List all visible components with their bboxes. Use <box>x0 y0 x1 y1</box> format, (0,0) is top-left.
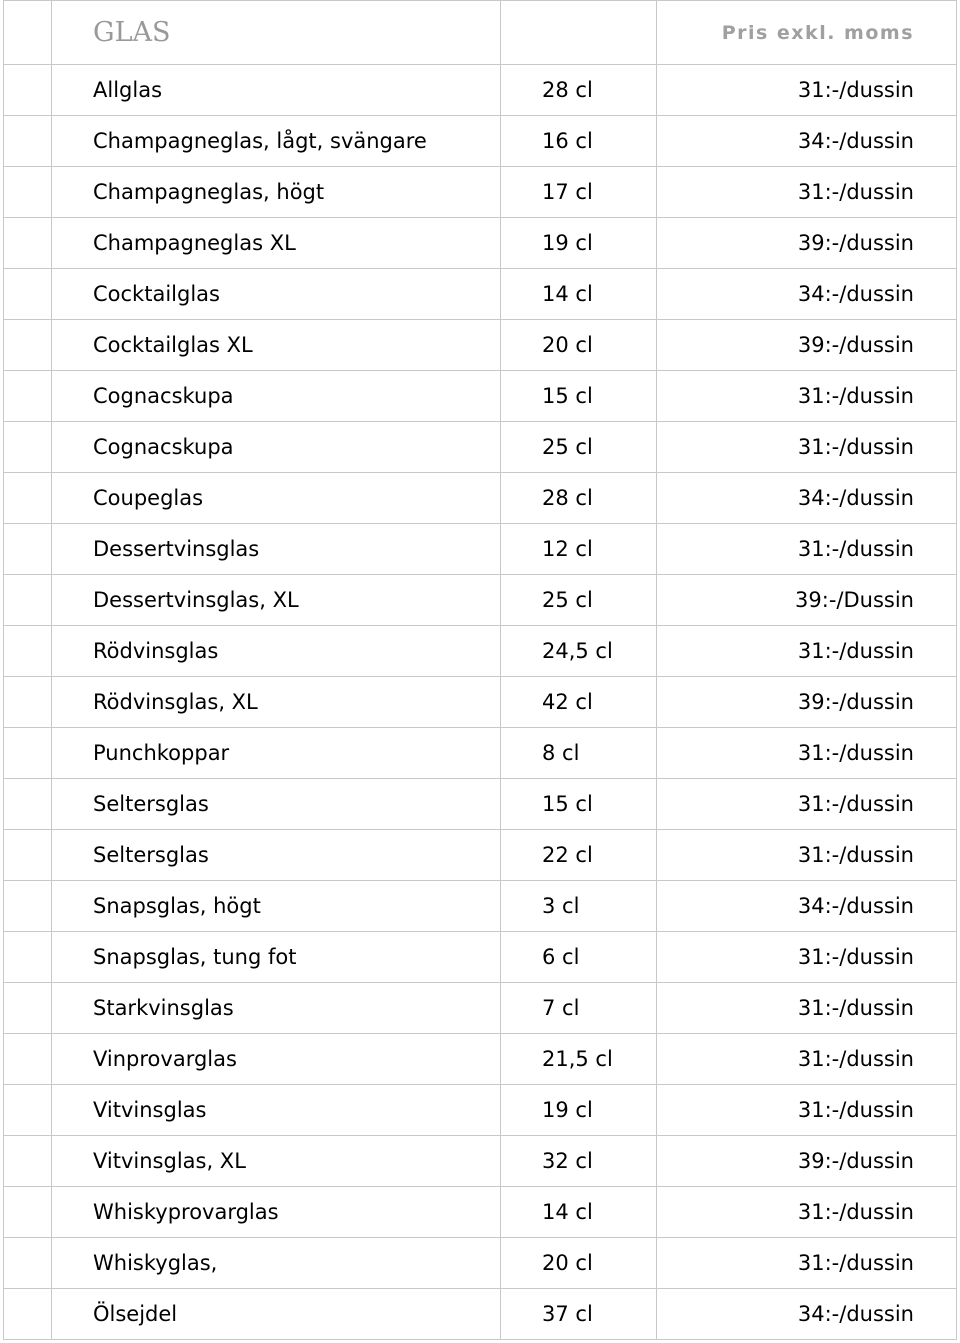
product-name: Champagneglas, högt <box>52 167 501 218</box>
product-size: 12 cl <box>501 524 657 575</box>
product-name: Dessertvinsglas, XL <box>52 575 501 626</box>
table-row <box>4 1238 957 1289</box>
table-row <box>4 1187 957 1238</box>
product-price: 31:-/dussin <box>657 932 957 983</box>
product-name: Ölsejdel <box>52 1289 501 1340</box>
table-row <box>4 1289 957 1340</box>
margin-cell <box>4 1136 52 1187</box>
product-price: 34:-/dussin <box>657 269 957 320</box>
margin-cell <box>4 116 52 167</box>
margin-cell <box>4 626 52 677</box>
margin-cell <box>4 371 52 422</box>
table-row <box>4 422 957 473</box>
product-size: 3 cl <box>501 881 657 932</box>
product-size: 15 cl <box>501 371 657 422</box>
table-row <box>4 677 957 728</box>
product-size: 32 cl <box>501 1136 657 1187</box>
product-price: 34:-/dussin <box>657 1289 957 1340</box>
product-size: 6 cl <box>501 932 657 983</box>
table-row <box>4 65 957 116</box>
product-price: 31:-/dussin <box>657 1238 957 1289</box>
table-header-row <box>4 1 957 65</box>
product-name: Dessertvinsglas <box>52 524 501 575</box>
table-row <box>4 626 957 677</box>
table-row <box>4 1085 957 1136</box>
product-name: Champagneglas XL <box>52 218 501 269</box>
product-price: 31:-/dussin <box>657 779 957 830</box>
product-name: Snapsglas, högt <box>52 881 501 932</box>
product-size: 42 cl <box>501 677 657 728</box>
product-price: 39:-/dussin <box>657 1136 957 1187</box>
product-price: 31:-/dussin <box>657 728 957 779</box>
product-price: 31:-/dussin <box>657 1187 957 1238</box>
table-row <box>4 1136 957 1187</box>
margin-cell <box>4 1034 52 1085</box>
margin-cell <box>4 524 52 575</box>
product-name: Vitvinsglas, XL <box>52 1136 501 1187</box>
margin-cell <box>4 1289 52 1340</box>
margin-cell <box>4 779 52 830</box>
product-name: Coupeglas <box>52 473 501 524</box>
product-name: Vitvinsglas <box>52 1085 501 1136</box>
product-name: Cocktailglas XL <box>52 320 501 371</box>
table-row <box>4 1034 957 1085</box>
margin-cell <box>4 1085 52 1136</box>
table-row <box>4 524 957 575</box>
product-name: Cocktailglas <box>52 269 501 320</box>
price-table <box>3 0 957 1340</box>
product-price: 39:-/Dussin <box>657 575 957 626</box>
product-name: Whiskyglas, <box>52 1238 501 1289</box>
product-name: Snapsglas, tung fot <box>52 932 501 983</box>
table-row <box>4 575 957 626</box>
price-table-body <box>4 1 957 1340</box>
product-size: 28 cl <box>501 65 657 116</box>
product-size: 20 cl <box>501 1238 657 1289</box>
margin-cell <box>4 830 52 881</box>
product-size: 14 cl <box>501 1187 657 1238</box>
margin-cell <box>4 932 52 983</box>
margin-cell <box>4 983 52 1034</box>
product-size: 15 cl <box>501 779 657 830</box>
product-name: Cognacskupa <box>52 371 501 422</box>
table-row <box>4 728 957 779</box>
table-row <box>4 881 957 932</box>
product-size: 16 cl <box>501 116 657 167</box>
section-title: GLAS <box>52 1 501 65</box>
margin-cell <box>4 167 52 218</box>
product-size: 8 cl <box>501 728 657 779</box>
margin-cell <box>4 1 52 65</box>
product-size: 25 cl <box>501 422 657 473</box>
table-row <box>4 779 957 830</box>
margin-cell <box>4 728 52 779</box>
product-price: 31:-/dussin <box>657 167 957 218</box>
product-price: 39:-/dussin <box>657 677 957 728</box>
margin-cell <box>4 1238 52 1289</box>
table-row <box>4 983 957 1034</box>
product-size: 7 cl <box>501 983 657 1034</box>
margin-cell <box>4 422 52 473</box>
table-row <box>4 830 957 881</box>
margin-cell <box>4 269 52 320</box>
product-name: Rödvinsglas <box>52 626 501 677</box>
price-note-heading: Pris exkl. moms <box>657 1 957 65</box>
product-price: 34:-/dussin <box>657 116 957 167</box>
table-row <box>4 473 957 524</box>
table-row <box>4 932 957 983</box>
product-price: 31:-/dussin <box>657 830 957 881</box>
product-name: Seltersglas <box>52 830 501 881</box>
product-size: 17 cl <box>501 167 657 218</box>
product-size: 24,5 cl <box>501 626 657 677</box>
product-size: 14 cl <box>501 269 657 320</box>
table-row <box>4 269 957 320</box>
table-row <box>4 371 957 422</box>
margin-cell <box>4 218 52 269</box>
product-size: 21,5 cl <box>501 1034 657 1085</box>
table-row <box>4 167 957 218</box>
margin-cell <box>4 320 52 371</box>
table-row <box>4 218 957 269</box>
product-name: Starkvinsglas <box>52 983 501 1034</box>
product-name: Vinprovarglas <box>52 1034 501 1085</box>
table-row <box>4 116 957 167</box>
product-price: 39:-/dussin <box>657 320 957 371</box>
margin-cell <box>4 575 52 626</box>
margin-cell <box>4 1187 52 1238</box>
product-size: 19 cl <box>501 218 657 269</box>
product-name: Champagneglas, lågt, svängare <box>52 116 501 167</box>
product-size: 20 cl <box>501 320 657 371</box>
product-price: 31:-/dussin <box>657 65 957 116</box>
product-size: 22 cl <box>501 830 657 881</box>
product-price: 31:-/dussin <box>657 1034 957 1085</box>
margin-cell <box>4 677 52 728</box>
product-price: 31:-/dussin <box>657 422 957 473</box>
margin-cell <box>4 473 52 524</box>
product-price: 31:-/dussin <box>657 1085 957 1136</box>
product-price: 31:-/dussin <box>657 371 957 422</box>
product-price: 31:-/dussin <box>657 983 957 1034</box>
header-empty-cell <box>501 1 657 65</box>
margin-cell <box>4 65 52 116</box>
product-price: 34:-/dussin <box>657 881 957 932</box>
product-size: 37 cl <box>501 1289 657 1340</box>
product-name: Whiskyprovarglas <box>52 1187 501 1238</box>
product-price: 31:-/dussin <box>657 626 957 677</box>
product-name: Rödvinsglas, XL <box>52 677 501 728</box>
product-price: 34:-/dussin <box>657 473 957 524</box>
product-size: 19 cl <box>501 1085 657 1136</box>
margin-cell <box>4 881 52 932</box>
product-name: Punchkoppar <box>52 728 501 779</box>
product-name: Seltersglas <box>52 779 501 830</box>
product-name: Cognacskupa <box>52 422 501 473</box>
product-size: 28 cl <box>501 473 657 524</box>
product-name: Allglas <box>52 65 501 116</box>
product-price: 31:-/dussin <box>657 524 957 575</box>
product-price: 39:-/dussin <box>657 218 957 269</box>
product-size: 25 cl <box>501 575 657 626</box>
table-row <box>4 320 957 371</box>
